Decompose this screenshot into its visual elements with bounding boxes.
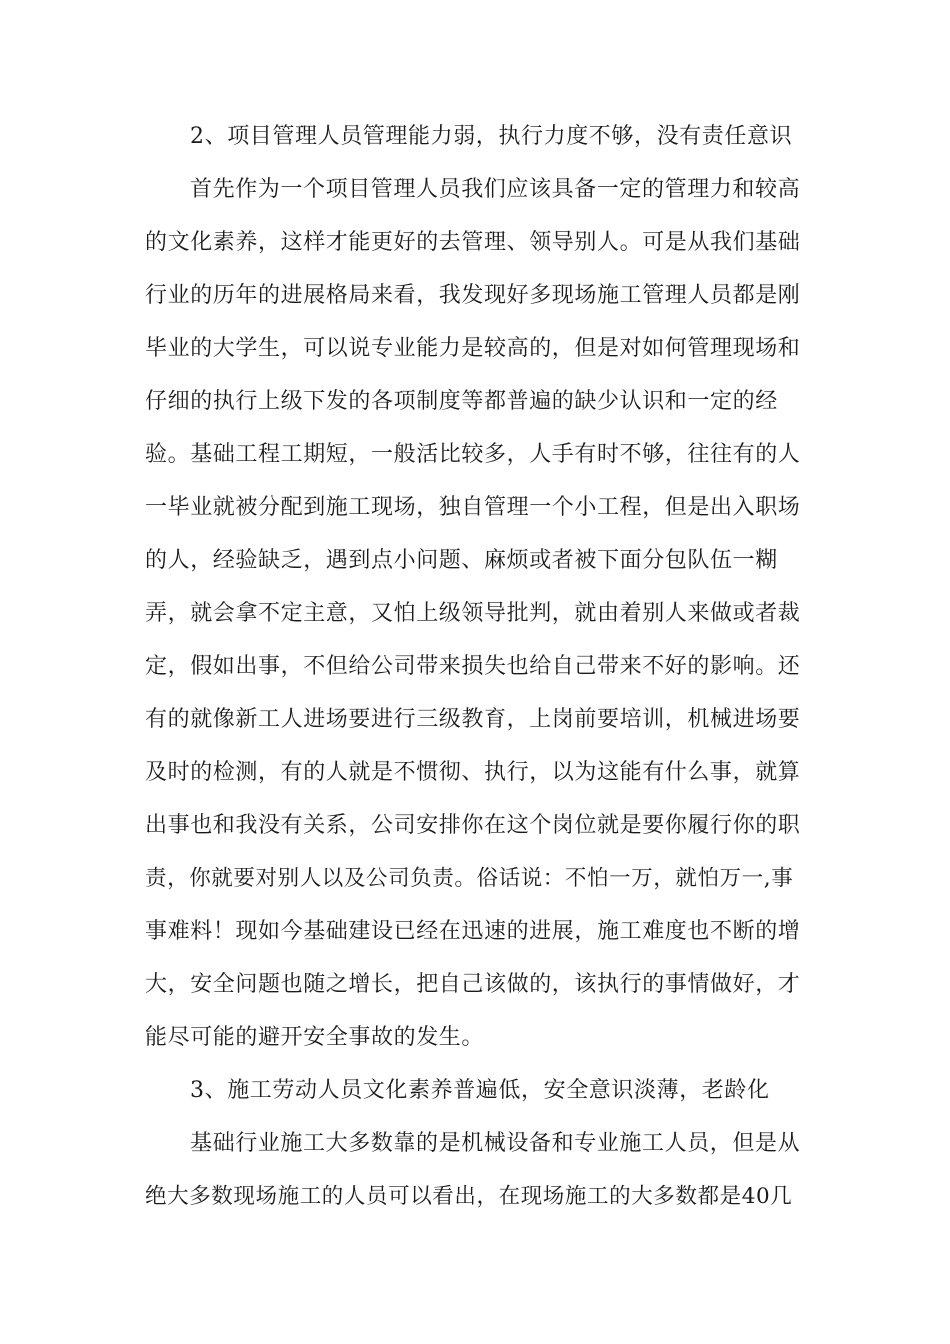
paragraph-line: 能尽可能的避开安全事故的发生。 <box>145 1025 485 1050</box>
paragraph-line: 及时的检测，有的人就是不惯彻、执行，以为这能有什么事，就算 <box>145 760 801 785</box>
paragraph-line: 基础行业施工大多数靠的是机械设备和专业施工人员，但是从 <box>190 1131 801 1156</box>
paragraph-line: 出事也和我没有关系，公司安排你在这个岗位就是要你履行你的职 <box>145 813 801 838</box>
paragraph-line: 事难料！现如今基础建设已经在迅速的进展，施工难度也不断的增 <box>145 919 801 944</box>
paragraph-line: 定，假如出事，不但给公司带来损失也给自己带来不好的影响。还 <box>145 654 801 679</box>
paragraph-line: 行业的历年的进展格局来看，我发现好多现场施工管理人员都是刚 <box>145 283 801 308</box>
section-heading-2: 2、项目管理人员管理能力弱，执行力度不够，没有责任意识 <box>190 124 793 149</box>
paragraph-line: 首先作为一个项目管理人员我们应该具备一定的管理力和较高 <box>190 177 801 202</box>
paragraph-line: 的文化素养，这样才能更好的去管理、领导别人。可是从我们基础 <box>145 230 801 255</box>
paragraph-line: 责，你就要对别人以及公司负责。俗话说：不怕一万，就怕万一,事 <box>145 866 794 891</box>
paragraph-line: 验。基础工程工期短，一般活比较多，人手有时不够，往往有的人 <box>145 442 801 467</box>
paragraph-line: 大，安全问题也随之增长，把自己该做的，该执行的事情做好，才 <box>145 972 801 997</box>
paragraph-line: 一毕业就被分配到施工现场，独自管理一个小工程，但是出入职场 <box>145 495 801 520</box>
paragraph-line: 仔细的执行上级下发的各项制度等都普遍的缺少认识和一定的经 <box>145 389 778 414</box>
paragraph-line: 弄，就会拿不定主意，又怕上级领导批判，就由着别人来做或者裁 <box>145 601 801 626</box>
section-heading-3: 3、施工劳动人员文化素养普遍低，安全意识淡薄，老龄化 <box>190 1078 770 1103</box>
paragraph-line: 绝大多数现场施工的人员可以看出，在现场施工的大多数都是40几 <box>145 1184 793 1209</box>
paragraph-line: 有的就像新工人进场要进行三级教育，上岗前要培训，机械进场要 <box>145 707 801 732</box>
paragraph-line: 的人，经验缺乏，遇到点小问题、麻烦或者被下面分包队伍一糊 <box>145 548 778 573</box>
paragraph-line: 毕业的大学生，可以说专业能力是较高的，但是对如何管理现场和 <box>145 336 801 361</box>
